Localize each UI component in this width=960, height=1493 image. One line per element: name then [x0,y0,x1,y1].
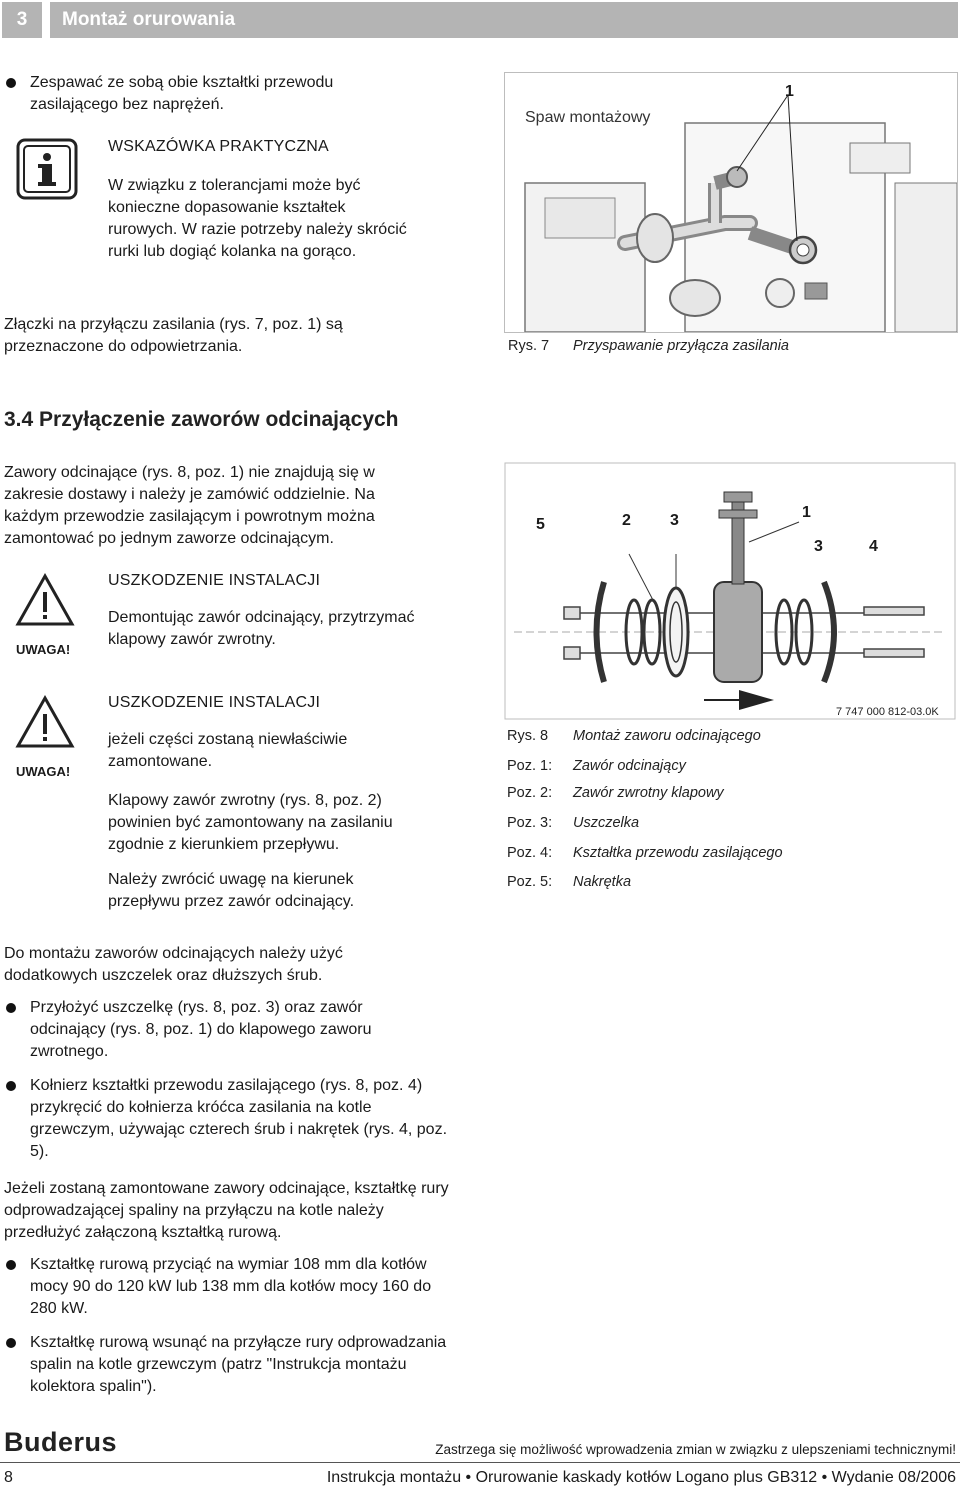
legend-key: Poz. 2: [507,785,553,801]
label-3: 3 [670,512,679,529]
warning-icon [14,694,76,750]
legend-value: Zawór zwrotny klapowy [573,785,724,801]
warning-text-1: jeżeli części zostaną niewłaściwie zamontowane. [108,731,348,770]
legend-value: Nakrętka [573,874,632,890]
note-text: W związku z tolerancjami może być konieczne dopasowanie kształtek rurowych. W razie potrzeby należy skrócić rurki lub dogiąć kolanka na gorąco. [108,177,407,260]
legend-key: Poz. 4: [507,845,553,861]
warning-title: USZKODZENIE INSTALACJI [108,694,321,711]
bullet-slide: Kształtkę rurową wsunąć na przyłącze rury odprowadzania spalin na kotle grzewczym (patrz "Instrukcja montażu kolektora spalin"). [30,1332,450,1398]
label-5: 5 [536,516,545,533]
legend-key: Rys. 8 [507,728,549,744]
section-paragraph: Zawory odcinające (rys. 8, poz. 1) nie znajdują się w zakresie dostawy i należy je zamówić oddzielnie. Na każdym przewodzie zasilającym i powrotnym można zamontować po jednym zaworze odcinającym. [4,464,375,547]
legend-value: Zawór odcinający [573,758,686,774]
bullet-cut: Kształtkę rurową przyciąć na wymiar 108 mm dla kotłów mocy 90 do 120 kW lub 138 mm dla kotłów mocy 160 do 280 kW. [30,1254,450,1320]
label-2: 2 [622,512,631,529]
label-3b: 3 [814,538,823,555]
figure-8 [504,462,956,720]
legend-value: Kształtka przewodu zasilającego [573,845,783,861]
legend-key: Poz. 5: [507,874,553,890]
legend-key: Poz. 1: [507,758,553,774]
warning-title: USZKODZENIE INSTALACJI [108,572,321,589]
legend-value: Montaż zaworu odcinającego [573,728,761,744]
label-1: 1 [802,504,811,521]
bullet-gasket: Przyłożyć uszczelkę (rys. 8, poz. 3) oraz zawór odcinający (rys. 8, poz. 1) do klapowego zaworu zwrotnego. [30,997,430,1063]
section-heading: 3.4 Przyłączenie zaworów odcinających [4,408,399,431]
warning-text-2: Klapowy zawór zwrotny (rys. 8, poz. 2) powinien być zamontowany na zasilaniu zgodnie z kierunkiem przepływu. [108,792,393,853]
label-item-1: 1 [785,83,794,100]
paragraph-flue: Jeżeli zostaną zamontowane zawory odcinające, kształtkę rury odprowadzającej spaliny na przyłączu na kotle należy przedłużyć załączoną kształtką rurową. [4,1180,449,1241]
fig7-caption: Przyspawanie przyłącza zasilania [573,338,789,354]
figure-7 [504,72,958,333]
legend-key: Poz. 3: [507,815,553,831]
fig7-number: Rys. 7 [508,338,550,354]
warning-text-3: Należy zwrócić uwagę na kierunek przepływu przez zawór odcinający. [108,871,355,910]
chapter-title: Montaż orurowania [50,2,958,38]
figure-code: 7 747 000 812-03.0K [836,706,939,718]
paragraph-seals: Do montażu zaworów odcinających należy użyć dodatkowych uszczelek oraz dłuższych śrub. [4,945,343,984]
vent-paragraph: Złączki na przyłączu zasilania (rys. 7, poz. 1) są przeznaczone do odpowietrzania. [4,316,343,355]
document-info: Instrukcja montażu • Orurowanie kaskady kotłów Logano plus GB312 • Wydanie 08/2006 [326,1469,956,1486]
warning-label: UWAGA! [16,764,71,779]
chapter-number: 3 [2,2,42,38]
footer-divider [0,1462,960,1463]
info-icon [16,138,78,200]
label-weld: Spaw montażowy [525,109,651,126]
footer-note: Zastrzega się możliwość wprowadzenia zmian w związku z ulepszeniami technicznymi! [435,1442,956,1457]
warning-text: Demontując zawór odcinający, przytrzymać klapowy zawór zwrotny. [108,609,415,648]
bullet-weld: Zespawać ze sobą obie kształtki przewodu zasilającego bez naprężeń. [30,72,400,116]
bullet-flange: Kołnierz kształtki przewodu zasilającego (rys. 8, poz. 4) przykręcić do kołnierza króćca zasilania na kotle grzewczym, używając czterech śrub i nakrętek (rys. 4, poz. 5). [30,1075,460,1163]
legend-value: Uszczelka [573,815,640,831]
buderus-logo: Buderus [4,1427,118,1457]
warning-icon [14,572,76,628]
page-number: 8 [4,1469,13,1486]
warning-label: UWAGA! [16,642,71,657]
note-title: WSKAZÓWKA PRAKTYCZNA [108,138,329,155]
valve-drawing [504,462,956,720]
label-4: 4 [869,538,878,555]
